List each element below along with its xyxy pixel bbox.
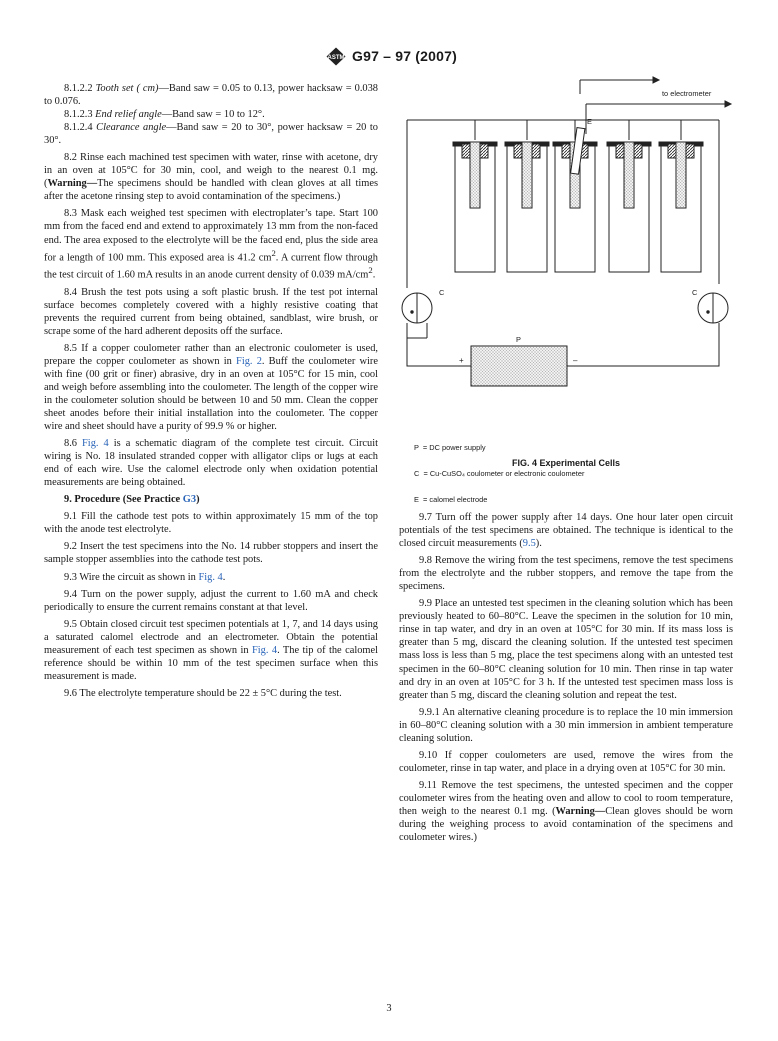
paragraph-9-7: 9.7 Turn off the power supply after 14 days. One hour later open circuit potentials of the test specimens are obtained. The technique is identical to the closed circuit measurements (9.5). [399, 512, 733, 550]
paragraph-9-10: 9.10 If copper coulometers are used, remove the wires from the coulometer, rinse in tap water, and place in a drying oven at 105°C for 30 min. [399, 749, 733, 774]
fig-4-link[interactable]: Fig. 4 [198, 571, 223, 583]
paragraph-9-1: 9.1 Fill the cathode test pots to within approximately 15 mm of the top with the anode test electrolyte. [44, 511, 378, 536]
legend-item: C = Cu-CuSO₄ coulometer or electronic coulometer [414, 468, 585, 478]
paragraph-8-4: 8.4 Brush the test pots using a soft plastic brush. If the test pot internal surface becomes completely covered with a highly resistive coating that prevents the required current from being obtained, sandblast, wire brush, or scrape some of the hard adherent deposits off the surface. [44, 286, 378, 337]
paragraph-8-6: 8.6 Fig. 4 is a schematic diagram of the complete test circuit. Circuit wiring is No. 18 insulated stranded copper with alligator clips or lugs at each end of each wire. Use the calomel electrode only when oxidation potential measurements are being obtained. [44, 438, 378, 489]
astm-logo-icon [326, 47, 346, 66]
paragraph-8-1-2-2: 8.1.2.2 Tooth set ( cm)—Band saw = 0.05 to 0.13, power hacksaw = 0.038 to 0.076. [44, 83, 379, 108]
coulometer-left [402, 293, 432, 338]
experimental-cells-diagram [399, 72, 733, 472]
paragraph-9-6: 9.6 The electrolyte temperature should be 22 ± 5°C during the test. [64, 687, 342, 699]
svg-text:ASTM: ASTM [327, 55, 345, 61]
plus-terminal-label: + [459, 356, 464, 365]
section-heading-procedure: 9. Procedure (See Practice G3) [64, 494, 200, 506]
section-9-5-link[interactable]: 9.5 [522, 538, 536, 550]
document-id: G97 – 97 (2007) [352, 48, 457, 64]
coulometer-left-label: C [439, 288, 445, 297]
paragraph-8-1-2-3: 8.1.2.3 End relief angle—Band saw = 10 to 12°. [64, 109, 265, 121]
paragraph-9-11: 9.11 Remove the test specimens, the untested specimen and the copper coulometer wires from the heating oven and allow to cool to room temperature, then weigh to the nearest 0.1 mg. (Warning—Clean gloves should be worn during the weighing process to avoid contamination of the specimens and coulometer wires.) [399, 779, 733, 844]
paragraph-8-1-2-4: 8.1.2.4 Clearance angle—Band saw = 20 to 30°, power hacksaw = 20 to 30°. [44, 122, 379, 147]
electrometer-label: to electrometer [662, 89, 712, 98]
legend-item: E = calomel electrode [414, 494, 488, 504]
calomel-electrode-label: E [587, 117, 592, 126]
test-cell [453, 120, 497, 272]
legend-item: P = DC power supply [414, 443, 486, 453]
coulometer-right-label: C [692, 288, 698, 297]
paragraph-9-8: 9.8 Remove the wiring from the test specimens, remove the test specimens from the electrolyte and the rubber stoppers, and remove the tape from the specimens. [399, 555, 733, 593]
figure-caption: FIG. 4 Experimental Cells [511, 458, 621, 468]
paragraph-9-9-1: 9.9.1 An alternative cleaning procedure is to replace the 10 min immersion in 60–80°C cleaning solution with a 30 min immersion in ambient temperature cleaning solution. [399, 706, 733, 744]
fig-4-link[interactable]: Fig. 4 [82, 438, 109, 450]
paragraph-9-2: 9.2 Insert the test specimens into the No. 14 rubber stoppers and insert the sample stopper assemblies into the cathode test pots. [44, 541, 378, 566]
figure-legend [414, 427, 584, 513]
test-cell [607, 120, 651, 272]
electrometer-wires [580, 77, 731, 134]
paragraph-9-9: 9.9 Place an untested test specimen in the cleaning solution which has been previously heated to 60–80°C. Leave the specimen in the solution for 10 min, rinse in tap water, and dry in an oven at 105°C for 30 min. If its mass loss is greater than 5 mg, discard the cleaning solution. If the untested test specimen mass loss is less than 5 mg, place the test specimens along with an untested test specimen in the 60–80°C cleaning solution for 10 min. Then rinse in tap water and dry in an oven at 105°C for 3 h. If the untested test specimen mass loss is greater than 5 mg, discard the cleaning solution and repeat the test. [399, 598, 733, 701]
left-column [44, 82, 378, 704]
g3-link[interactable]: G3 [182, 494, 197, 506]
minus-terminal-label: – [573, 356, 578, 365]
paragraph-9-5: 9.5 Obtain closed circuit test specimen potentials at 1, 7, and 14 days using a saturated calomel electrode and an electrometer. Obtain the potential measurement of each test specimen as shown in Fig. 4. The tip of the calomel reference should be within 10 mm of the test specimen surface when this measurement is made. [44, 618, 378, 682]
coulometer-right [698, 293, 728, 323]
paragraph-8-5: 8.5 If a copper coulometer rather than an electronic coulometer is used, prepare the copper coulometer as shown in Fig. 2. Buff the coulometer wire with fine (00 grit or finer) abrasive, dry in an oven at 105°C for 15 min, cool and weigh before assembling into the coulometer. The length of the copper wire in the coulometer solution should be between 10 and 50 mm. Clean the copper sheet anodes before their initial installation into the coulometer. The copper wire and sheet should have a purity of 99.9 % or higher. [44, 342, 378, 433]
test-cell [659, 120, 703, 272]
page-header [0, 47, 778, 67]
paragraph-8-2: 8.2 Rinse each machined test specimen with water, rinse with acetone, dry in an oven at 105°C for 30 min, cool, and weigh to the nearest 0.1 mg. (Warning—The specimens should be handled with clean gloves at all times after the acetone rinsing step to avoid contamination of the specimens.) [44, 152, 378, 203]
paragraph-8-3: 8.3 Mask each weighed test specimen with electroplater’s tape. Start 100 mm from the faced end and extend to approximately 13 mm from the non-faced end. The area exposed to the electrolyte will be the faced end, plus the side area for a length of 100 mm. This exposed area is 41.2 $cm^2$. A current flow through the test circuit of 1.60 mA results in an anode current density of 0.039 $mA/cm^2$. [44, 208, 379, 281]
test-cell [553, 120, 597, 272]
page-number: 3 [386, 1003, 392, 1014]
dc-power-supply [471, 346, 567, 386]
right-column [399, 511, 733, 848]
fig-4-link[interactable]: Fig. 4 [252, 644, 278, 656]
power-supply-label: P [516, 335, 521, 344]
paragraph-9-3: 9.3 Wire the circuit as shown in Fig. 4. [64, 571, 226, 583]
fig-2-link[interactable]: Fig. 2 [236, 355, 262, 367]
test-cell [505, 120, 549, 272]
paragraph-9-4: 9.4 Turn on the power supply, adjust the current to 1.60 mA and check periodically to ensure the current remains constant at that level. [44, 588, 378, 613]
